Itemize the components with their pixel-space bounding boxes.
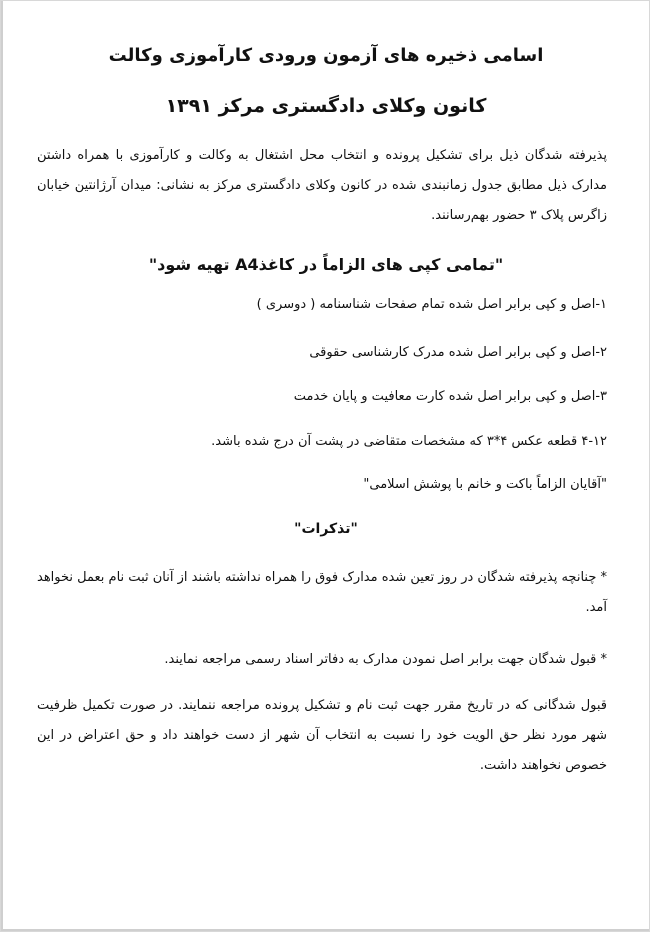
- requirement-item-1: ۱-اصل و کپی برابر اصل شده تمام صفحات شناسنامه ( دوسری ): [256, 297, 607, 312]
- intro-paragraph: پذیرفته شدگان ذیل برای تشکیل پرونده و انتخاب محل اشتغال به وکالت و کارآموزی با همراه داشتن مدارک ذیل مطابق جدول زمانبندی شده در کانون وکلای دادگستری مرکز به نشانی: میدان آرژانتین خیابان زاگرس پلاک ۳ حضور بهم‌رسانند.: [37, 148, 607, 223]
- note-2: * قبول شدگان جهت برابر اصل نمودن مدارک به دفاتر اسناد رسمی مراجعه نمایند.: [164, 652, 607, 667]
- note-1: * چنانچه پذیرفته شدگان در روز تعین شده مدارک فوق را همراه نداشته باشند از آنان ثبت نام بعمل نخواهد آمد.: [37, 570, 607, 615]
- dress-code-note: "آقایان الزاماً باکت و خانم با پوشش اسلامی": [363, 477, 607, 492]
- notes-heading: "تذکرات": [294, 521, 358, 537]
- requirement-item-4: ۴-۱۲ قطعه عکس ۴*۳ که مشخصات متقاضی در پشت آن درج شده باشد.: [211, 434, 607, 449]
- requirement-item-3: ۳-اصل و کپی برابر اصل شده کارت معافیت و پایان خدمت: [293, 389, 607, 404]
- final-paragraph: قبول شدگانی که در تاریخ مقرر جهت ثبت نام و تشکیل پرونده مراجعه ننمایند. در صورت تکمیل ظرفیت شهر مورد نظر حق الویت خود را نسبت به انتخاب آن شهر از دست خواهند داد و حق اعتراض در این خصوص نخواهند داشت.: [37, 698, 607, 773]
- document-body: [1, 1, 650, 933]
- document-title: اسامی ذخیره های آزمون ورودی کارآموزی وکالت: [108, 45, 544, 66]
- requirement-item-2: ۲-اصل و کپی برابر اصل شده مدرک کارشناسی حقوقی: [309, 345, 607, 360]
- a4-notice: "تمامی کپی های الزاماً در کاغذA4 تهیه شود": [148, 255, 504, 274]
- document-subtitle: کانون وکلای دادگستری مرکز ۱۳۹۱: [165, 95, 487, 117]
